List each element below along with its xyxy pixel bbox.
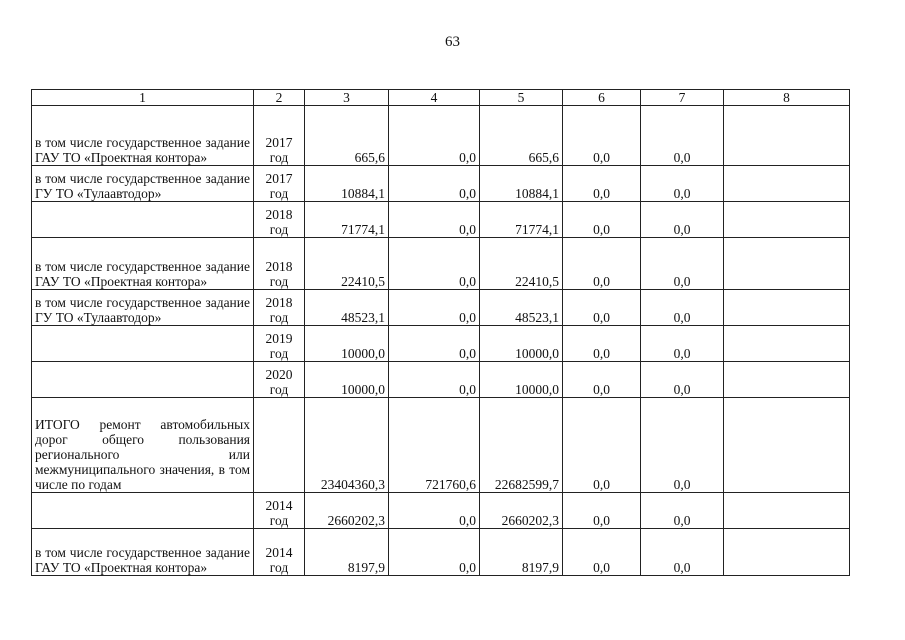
cell-col5: 48523,1 <box>480 290 563 326</box>
cell-col8 <box>724 290 850 326</box>
cell-col4: 0,0 <box>389 529 480 576</box>
row-description <box>32 202 254 238</box>
cell-col3: 10000,0 <box>305 362 389 398</box>
row-year <box>254 398 305 493</box>
budget-table <box>31 89 850 576</box>
cell-col6: 0,0 <box>563 398 641 493</box>
header-cell-6: 6 <box>563 90 641 106</box>
cell-col4: 0,0 <box>389 238 480 290</box>
cell-col6: 0,0 <box>563 362 641 398</box>
cell-col7: 0,0 <box>641 202 724 238</box>
table-row <box>32 529 850 576</box>
cell-col4: 0,0 <box>389 106 480 166</box>
page-number: 63 <box>445 34 460 50</box>
cell-col6: 0,0 <box>563 493 641 529</box>
cell-col3: 10884,1 <box>305 166 389 202</box>
row-description: ИТОГО ремонт автомобильных дорог общего пользования регионального или межмуниципального значения, в том числе по годам <box>32 398 254 493</box>
row-year: 2014 год <box>254 529 305 576</box>
cell-col3: 8197,9 <box>305 529 389 576</box>
cell-col7: 0,0 <box>641 362 724 398</box>
cell-col3: 665,6 <box>305 106 389 166</box>
table-row <box>32 238 850 290</box>
cell-col4: 0,0 <box>389 326 480 362</box>
cell-col8 <box>724 166 850 202</box>
cell-col8 <box>724 238 850 290</box>
cell-col4: 721760,6 <box>389 398 480 493</box>
row-year: 2018 год <box>254 290 305 326</box>
cell-col8 <box>724 493 850 529</box>
cell-col7: 0,0 <box>641 238 724 290</box>
header-cell-8: 8 <box>724 90 850 106</box>
table-row <box>32 290 850 326</box>
table-row <box>32 166 850 202</box>
table-row <box>32 398 850 493</box>
cell-col3: 10000,0 <box>305 326 389 362</box>
row-description: в том числе государственное задание ГАУ ТО «Проектная конторa» <box>32 106 254 166</box>
cell-col5: 10884,1 <box>480 166 563 202</box>
header-cell-2: 2 <box>254 90 305 106</box>
cell-col5: 22682599,7 <box>480 398 563 493</box>
cell-col5: 2660202,3 <box>480 493 563 529</box>
table-row <box>32 202 850 238</box>
cell-col6: 0,0 <box>563 238 641 290</box>
cell-col6: 0,0 <box>563 166 641 202</box>
cell-col8 <box>724 398 850 493</box>
header-cell-3: 3 <box>305 90 389 106</box>
row-year: 2018 год <box>254 238 305 290</box>
row-description: в том числе государственное задание ГАУ ТО «Проектная конторa» <box>32 529 254 576</box>
cell-col4: 0,0 <box>389 290 480 326</box>
row-description: в том числе государственное задание ГУ ТО «Тулаавтодор» <box>32 290 254 326</box>
cell-col6: 0,0 <box>563 290 641 326</box>
row-year: 2019 год <box>254 326 305 362</box>
cell-col4: 0,0 <box>389 362 480 398</box>
table-row <box>32 326 850 362</box>
cell-col8 <box>724 362 850 398</box>
row-year: 2017 год <box>254 106 305 166</box>
cell-col7: 0,0 <box>641 290 724 326</box>
cell-col5: 8197,9 <box>480 529 563 576</box>
row-description: в том числе государственное задание ГУ ТО «Тулаавтодор» <box>32 166 254 202</box>
row-description: в том числе государственное задание ГАУ ТО «Проектная конторa» <box>32 238 254 290</box>
cell-col7: 0,0 <box>641 398 724 493</box>
row-year: 2018 год <box>254 202 305 238</box>
cell-col8 <box>724 202 850 238</box>
row-description <box>32 326 254 362</box>
header-cell-4: 4 <box>389 90 480 106</box>
cell-col4: 0,0 <box>389 166 480 202</box>
row-year: 2020 год <box>254 362 305 398</box>
header-cell-1: 1 <box>32 90 254 106</box>
cell-col4: 0,0 <box>389 493 480 529</box>
cell-col4: 0,0 <box>389 202 480 238</box>
table-row <box>32 493 850 529</box>
cell-col7: 0,0 <box>641 326 724 362</box>
row-year: 2014 год <box>254 493 305 529</box>
cell-col3: 2660202,3 <box>305 493 389 529</box>
table-row <box>32 362 850 398</box>
cell-col5: 22410,5 <box>480 238 563 290</box>
cell-col8 <box>724 529 850 576</box>
cell-col6: 0,0 <box>563 202 641 238</box>
cell-col8 <box>724 326 850 362</box>
cell-col5: 10000,0 <box>480 326 563 362</box>
row-description <box>32 362 254 398</box>
cell-col5: 71774,1 <box>480 202 563 238</box>
header-cell-7: 7 <box>641 90 724 106</box>
cell-col6: 0,0 <box>563 326 641 362</box>
header-cell-5: 5 <box>480 90 563 106</box>
row-year: 2017 год <box>254 166 305 202</box>
cell-col8 <box>724 106 850 166</box>
cell-col3: 23404360,3 <box>305 398 389 493</box>
cell-col7: 0,0 <box>641 529 724 576</box>
cell-col3: 71774,1 <box>305 202 389 238</box>
cell-col5: 665,6 <box>480 106 563 166</box>
cell-col7: 0,0 <box>641 493 724 529</box>
cell-col7: 0,0 <box>641 106 724 166</box>
cell-col7: 0,0 <box>641 166 724 202</box>
table-row <box>32 106 850 166</box>
cell-col6: 0,0 <box>563 106 641 166</box>
header-row <box>32 90 850 106</box>
cell-col6: 0,0 <box>563 529 641 576</box>
cell-col5: 10000,0 <box>480 362 563 398</box>
cell-col3: 48523,1 <box>305 290 389 326</box>
row-description <box>32 493 254 529</box>
cell-col3: 22410,5 <box>305 238 389 290</box>
